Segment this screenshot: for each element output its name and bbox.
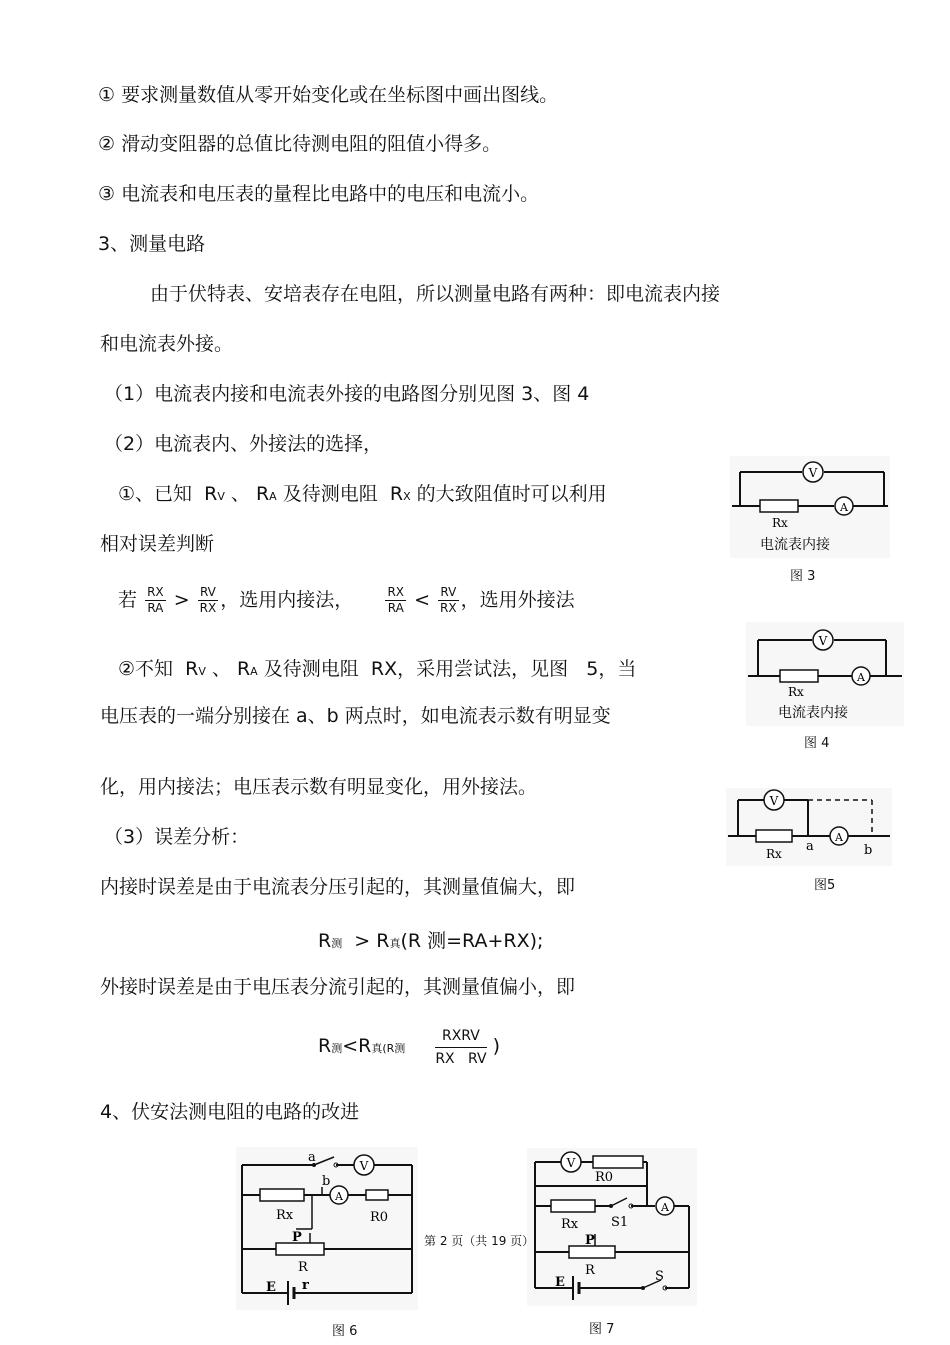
fraction: $\frac{RX}{RA}$: [147, 585, 164, 615]
svg-text:r: r: [302, 1278, 309, 1293]
fig5-a-label: a: [806, 839, 814, 854]
svg-text:A: A: [661, 1201, 669, 1214]
paragraph-line: 外接时误差是由于电压表分流引起的，其测量值偏小，即: [100, 976, 576, 998]
figure-5-caption: 图5: [814, 878, 836, 893]
svg-text:R: R: [585, 1263, 595, 1278]
figure-7-caption: 图 7: [589, 1322, 615, 1337]
svg-text:V: V: [818, 634, 828, 648]
svg-text:P: P: [585, 1233, 595, 1248]
svg-text:P: P: [292, 1230, 302, 1245]
fig5-b-label: b: [864, 843, 873, 858]
fig4-label: 电流表内接: [778, 705, 848, 721]
figure-7-circuit: [527, 1148, 697, 1306]
paragraph-line: （3）误差分析：: [104, 826, 250, 848]
formula-outer: R测<R真(R测 RXRV RX RV ): [318, 1025, 500, 1075]
section-heading-3: 3、测量电路: [98, 233, 206, 255]
svg-text:S: S: [655, 1269, 664, 1284]
svg-text:R0: R0: [595, 1170, 614, 1185]
fig3-label: 电流表内接: [760, 537, 830, 553]
svg-text:Rx: Rx: [561, 1217, 579, 1232]
criterion-line: 若 $\frac{RX}{RA}$ > $\frac{RV}{RX}$ ，选用内接法， $\frac{RX}{RA}$ < $\frac{RV}{RX}$ ，选用外接法: [118, 585, 575, 615]
svg-text:A: A: [840, 501, 848, 514]
figure-6-circuit: [236, 1147, 418, 1310]
paragraph-line: 内接时误差是由于电流表分压引起的，其测量值偏大，即: [100, 876, 576, 898]
figure-3-caption: 图 3: [790, 569, 816, 584]
svg-text:R0: R0: [370, 1210, 389, 1225]
svg-text:V: V: [359, 1159, 369, 1173]
svg-text:A: A: [335, 1190, 343, 1203]
svg-text:A: A: [835, 831, 843, 844]
svg-text:a: a: [308, 1150, 316, 1165]
fraction: $\frac{RV}{RX}$: [199, 585, 217, 615]
svg-text:S1: S1: [611, 1215, 629, 1230]
fig4-rx-label: Rx: [788, 685, 804, 699]
item-1: ① 要求测量数值从零开始变化或在坐标图中画出图线。: [98, 84, 559, 106]
paragraph-line: ①、已知 RV 、 RA 及待测电阻 RX 的大致阻值时可以利用: [118, 483, 607, 505]
section-heading-4: 4、伏安法测电阻的电路的改进: [100, 1101, 360, 1123]
paragraph-line: 化，用内接法；电压表示数有明显变化，用外接法。: [100, 776, 538, 798]
svg-text:V: V: [769, 794, 779, 808]
svg-text:E: E: [266, 1280, 276, 1295]
item-3: ③ 电流表和电压表的量程比电路中的电压和电流小。: [98, 183, 540, 205]
figure-6-caption: 图 6: [332, 1324, 358, 1339]
fraction: $\frac{RX}{RA}$: [387, 585, 405, 615]
paragraph-line: 由于伏特表、安培表存在电阻，所以测量电路有两种：即电流表内接: [150, 283, 721, 305]
paragraph-line: 和电流表外接。: [100, 333, 234, 355]
figure-5-circuit: [726, 788, 892, 866]
fig3-rx-label: Rx: [772, 516, 788, 530]
svg-text:E: E: [555, 1275, 565, 1290]
svg-text:A: A: [857, 671, 865, 684]
svg-text:R: R: [298, 1260, 308, 1275]
paragraph-line: （2）电流表内、外接法的选择，: [104, 433, 383, 455]
svg-text:b: b: [322, 1174, 331, 1189]
paragraph-line: 电压表的一端分别接在 a、b 两点时，如电流表示数有明显变: [100, 705, 611, 727]
page-footer: 第 2 页（共 19 页）: [424, 1234, 535, 1248]
figure-4-circuit: [746, 622, 904, 726]
paragraph-line: ②不知 RV 、 RA 及待测电阻 RX，采用尝试法，见图 5，当: [118, 658, 637, 680]
paragraph-line: 相对误差判断: [100, 533, 215, 555]
formula-inner: R测 > R真(R 测=RA+RX);: [318, 930, 544, 952]
fraction: $\frac{RV}{RX}$: [440, 585, 457, 615]
figure-4-caption: 图 4: [804, 736, 830, 751]
item-2: ② 滑动变阻器的总值比待测电阻的阻值小得多。: [98, 133, 502, 155]
svg-text:V: V: [808, 466, 818, 480]
fig5-rx-label: Rx: [766, 847, 782, 861]
paragraph-line: （1）电流表内接和电流表外接的电路图分别见图 3、图 4: [104, 383, 590, 405]
figure-3-circuit: [730, 456, 890, 558]
svg-text:V: V: [566, 1156, 576, 1170]
svg-text:Rx: Rx: [276, 1208, 294, 1223]
